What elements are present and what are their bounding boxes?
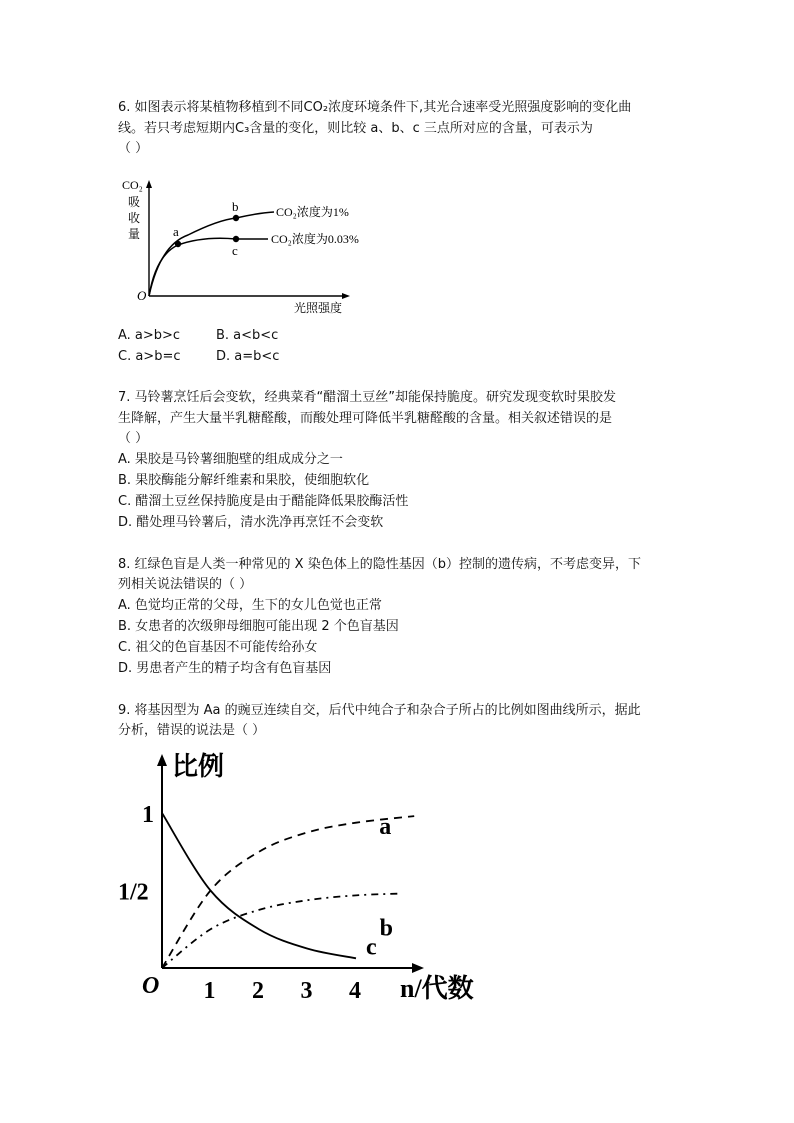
q7-stem-line2: 生降解，产生大量半乳糖醛酸，而酸处理可降低半乳糖醛酸的含量。相关叙述错误的是 <box>118 411 613 426</box>
q9-x-arrow <box>412 963 424 973</box>
q6-point-b <box>233 215 239 221</box>
q6-photosynthesis-chart <box>118 170 408 320</box>
q6-stem-line2: 线。若只考虑短期内C₃含量的变化，则比较 a、b、c 三点所对应的含量，可表示为 <box>118 121 593 136</box>
q6-option-d: D. a=b<c <box>216 349 280 364</box>
q8-option-d: D. 男患者产生的精子均含有色盲基因 <box>118 661 332 676</box>
q6-ylabel-co2: CO₂ <box>122 178 143 192</box>
q6-ylabel-char3: 量 <box>128 227 141 241</box>
q6-label-b: b <box>232 199 239 214</box>
q6-x-arrow <box>342 293 350 299</box>
q8-stem-line2: 列相关说法错误的（ ） <box>118 577 253 592</box>
q9-x-tick-label: 4 <box>349 978 361 1004</box>
q6-curve2-label: CO₂浓度为0.03% <box>271 232 359 246</box>
q7-stem-line1: 7. 马铃薯烹饪后会变软，经典菜肴“醋溜土豆丝”却能保持脆度。研究发现变软时果胶发 <box>118 390 617 405</box>
q9-stem-line1: 9. 将基因型为 Aa 的豌豆连续自交，后代中纯合子和杂合子所占的比例如图曲线所示，据此 <box>118 703 641 718</box>
q9-x-tick-label: 2 <box>252 978 264 1004</box>
q6-label-a: a <box>173 224 179 239</box>
q9-ylabel: 比例 <box>172 752 225 781</box>
q6-ylabel-char1: 吸 <box>128 195 141 209</box>
q7-option-a: A. 果胶是马铃薯细胞壁的组成成分之一 <box>118 452 343 467</box>
q6-stem-line1: 6. 如图表示将某植物移植到不同CO₂浓度环境条件下,其光合速率受光照强度影响的变化曲 <box>118 100 632 115</box>
q9-y-tick-label: 1/2 <box>118 879 149 906</box>
q9-x-tick-label: 3 <box>300 978 313 1004</box>
q6-point-a <box>175 241 181 247</box>
q9-y-arrow <box>157 754 167 766</box>
q9-y-tick-label: 1 <box>142 802 154 828</box>
q8-option-b: B. 女患者的次级卵母细胞可能出现 2 个色盲基因 <box>118 619 399 634</box>
q6-curve1-label: CO₂浓度为1% <box>276 205 349 219</box>
q6-option-a: A. a>b>c <box>118 328 181 343</box>
q9-curve-b <box>162 894 400 968</box>
q6-answer-blank: （ ） <box>118 141 149 156</box>
q7-option-d: D. 醋处理马铃薯后，清水洗净再烹饪不会变软 <box>118 515 384 530</box>
q7-answer-blank: （ ） <box>118 431 149 446</box>
q9-origin-label: O <box>142 973 160 999</box>
q6-curve-1percent <box>149 212 274 296</box>
q9-stem-line2: 分析，错误的说法是（ ） <box>118 723 266 738</box>
q6-point-c <box>233 236 239 242</box>
q7-option-b: B. 果胶酶能分解纤维素和果胶，使细胞软化 <box>118 473 370 488</box>
q6-ylabel-char2: 收 <box>128 211 141 225</box>
q6-xlabel: 光照强度 <box>294 301 343 315</box>
q7-option-c: C. 醋溜土豆丝保持脆度是由于醋能降低果胶酶活性 <box>118 494 409 509</box>
q6-origin-label: O <box>137 288 147 303</box>
q9-curve-label-c: c <box>366 934 377 961</box>
q6-option-b: B. a<b<c <box>216 328 279 343</box>
q6-label-c: c <box>232 243 238 258</box>
q9-curve-label-a: a <box>379 814 392 841</box>
q8-stem-line1: 8. 红绿色盲是人类一种常见的 X 染色体上的隐性基因（b）控制的遗传病，不考虑变异，下 <box>118 557 641 572</box>
q9-curve-c <box>162 813 356 958</box>
q9-genotype-ratio-chart <box>112 748 492 1010</box>
q6-y-arrow <box>146 180 152 188</box>
q6-option-c: C. a>b=c <box>118 349 181 364</box>
q6-curve-003percent <box>149 238 268 296</box>
q9-x-tick-label: 1 <box>203 978 216 1004</box>
q8-option-a: A. 色觉均正常的父母，生下的女儿色觉也正常 <box>118 598 382 613</box>
q8-option-c: C. 祖父的色盲基因不可能传给孙女 <box>118 640 318 655</box>
q9-xlabel: n/代数 <box>400 974 474 1003</box>
q9-curve-label-b: b <box>379 915 394 942</box>
